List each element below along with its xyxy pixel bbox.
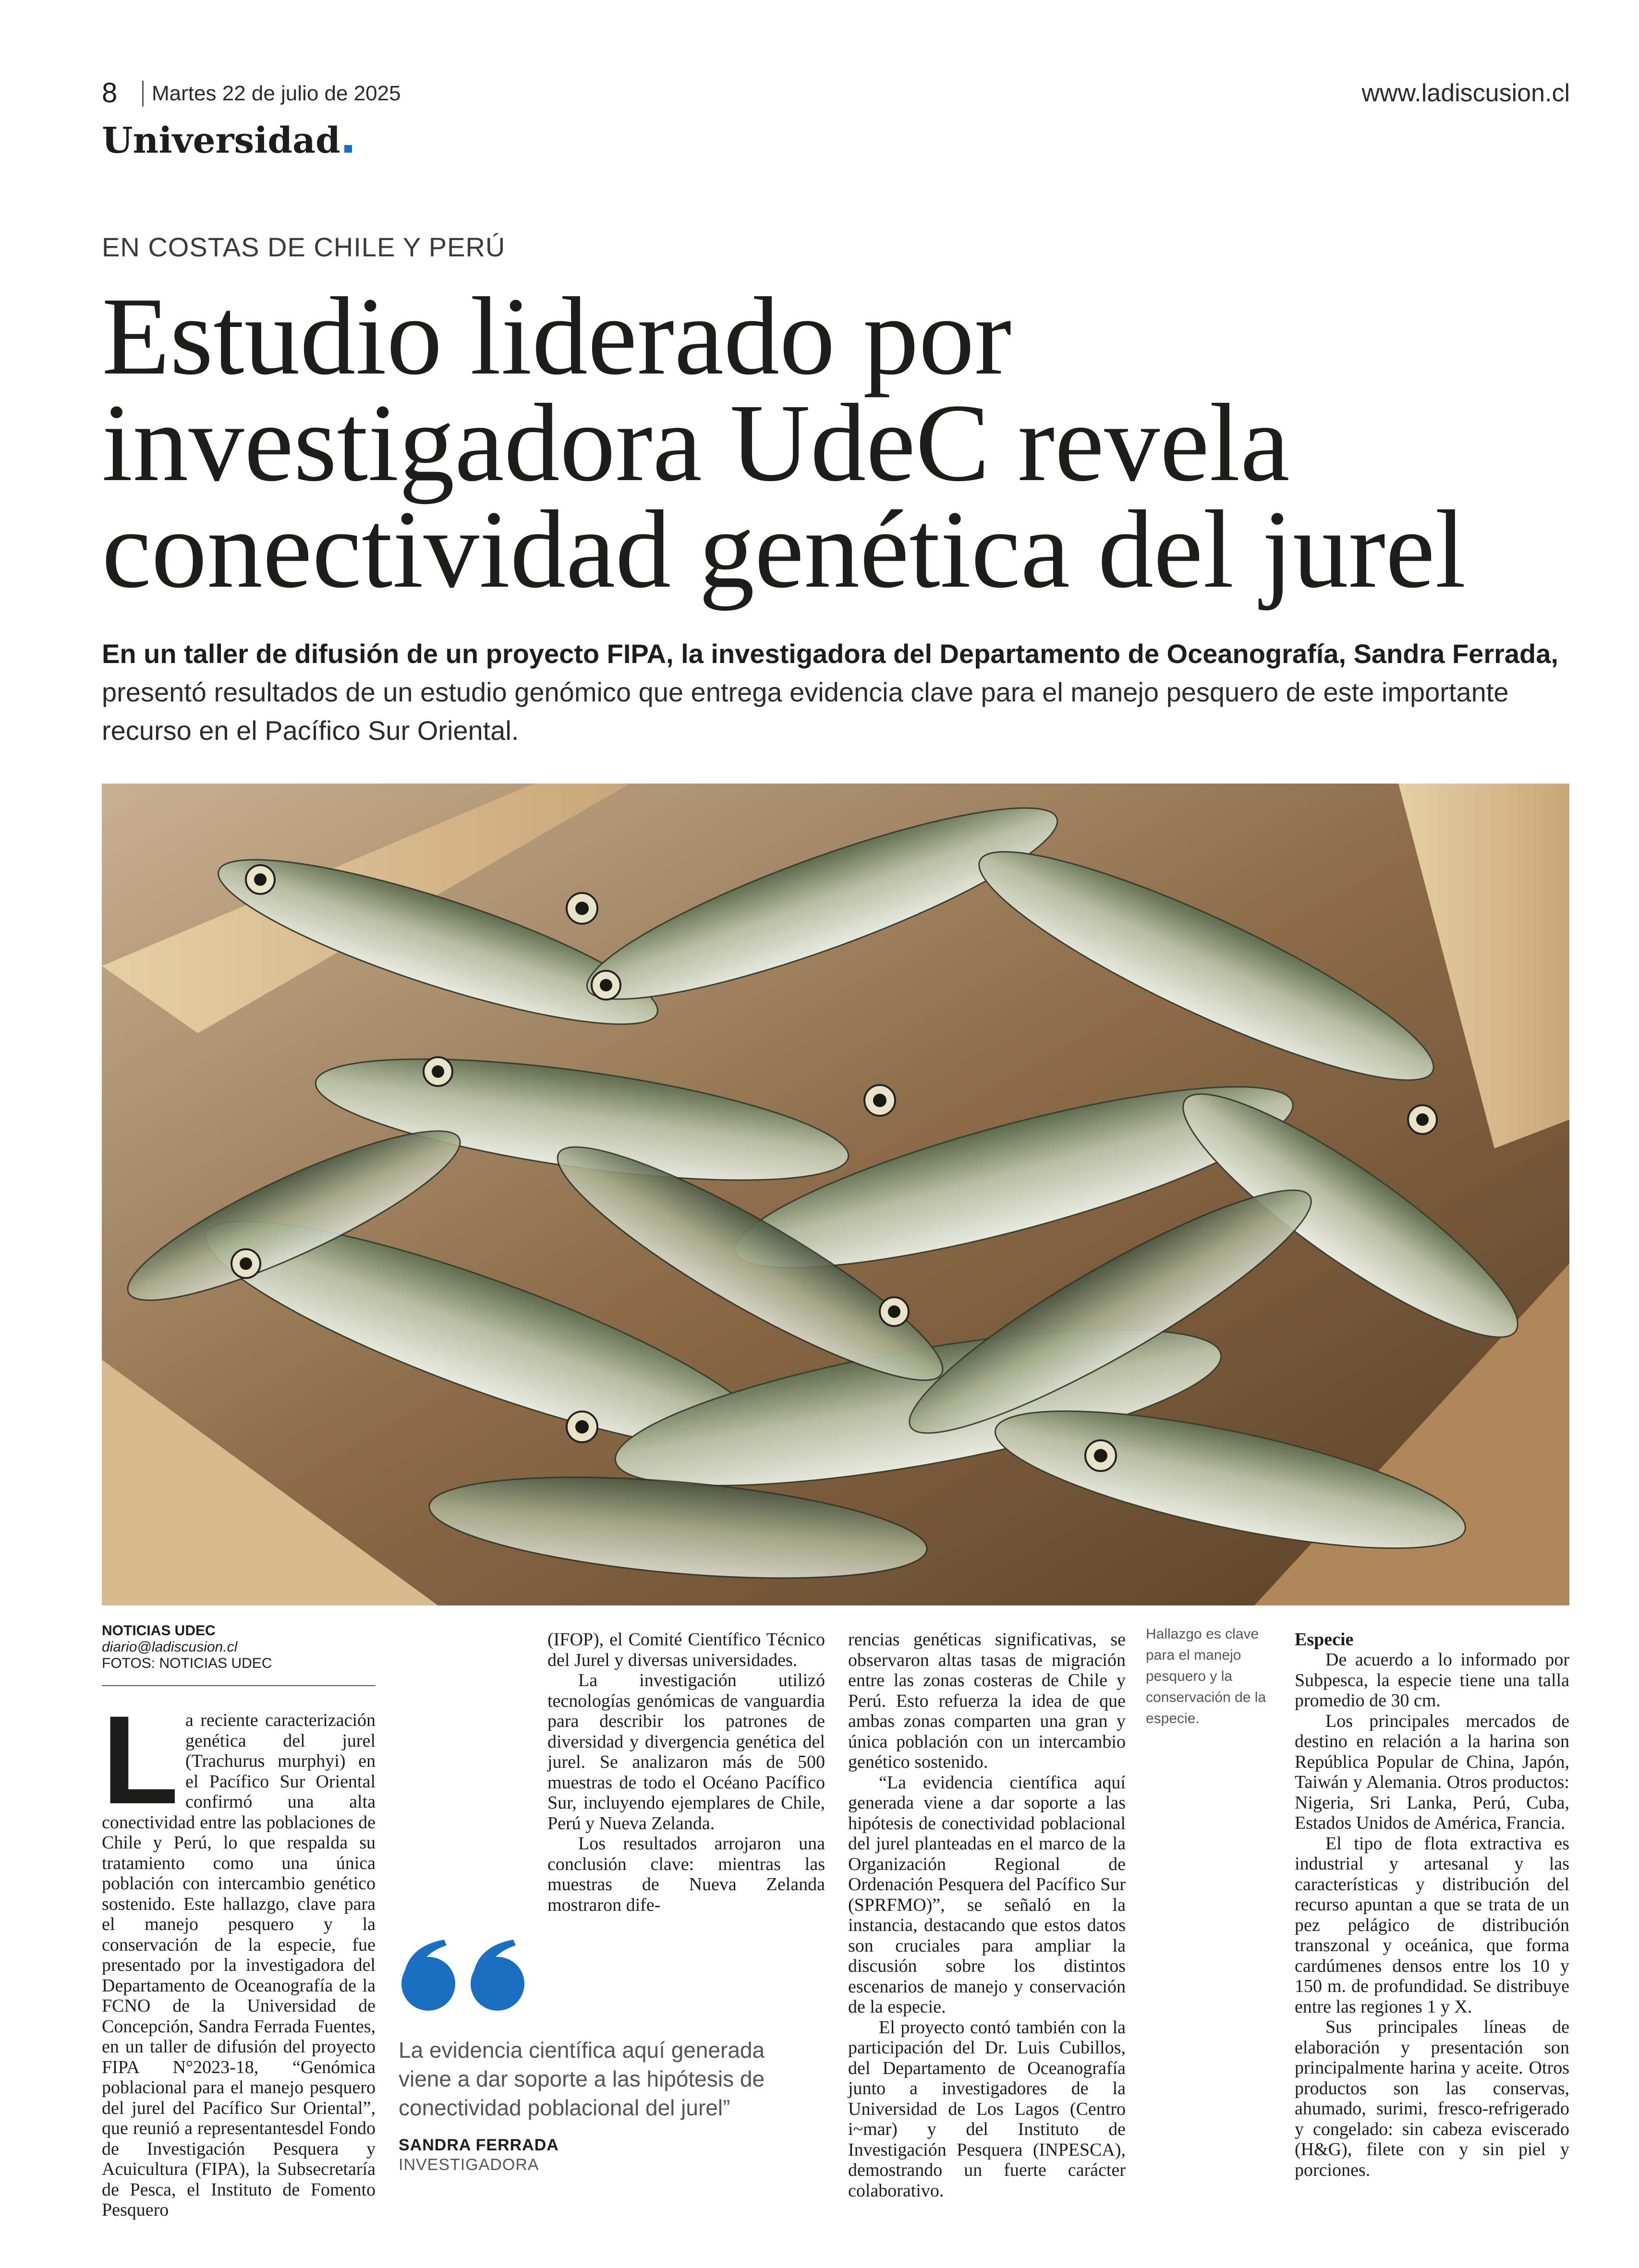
section-name: Universidad	[102, 120, 340, 161]
lead-bold: En un taller de difusión de un proyecto FIPA, la investigadora del Departamento de Oceanografía, Sandra Ferrada,	[102, 639, 1558, 669]
pull-quote-text: La evidencia científica aquí generada viene a dar soporte a las hipótesis de conectividad poblacional del jurel”	[399, 2038, 765, 2120]
paragraph: (IFOP), el Comité Científico Técnico del Jurel y diversas universidades.	[547, 1629, 825, 1670]
page-number: 8	[102, 77, 118, 109]
paragraph: Sus principales líneas de elaboración y presentación son principalmente harina y aceite. Otros productos son las conservas, ahumado, surimi, fresco-refrigerado y congelado: sin cabeza eviscerado (H&G), filete con y sin piel y porciones.	[1295, 2017, 1569, 2180]
article-lead	[102, 635, 1571, 750]
drop-cap: L	[102, 1689, 179, 1830]
paragraph: Los resultados arrojaron una conclusión clave: mientras las muestras de Nueva Zelanda mostraron dife-	[547, 1834, 825, 1915]
pull-quote-author: SANDRA FERRADA	[399, 2136, 559, 2154]
lead-text: presentó resultados de un estudio genómico que entrega evidencia clave para el manejo pesquero de este importante recurso en el Pacífico Sur Oriental.	[102, 677, 1509, 746]
sidebar-heading: Especie	[1295, 1629, 1354, 1650]
paragraph: a reciente caracterización genética del jurel (Trachurus murphyi) en el Pacífico Sur Oriental confirmó una alta conectividad entre las poblaciones de Chile y Perú, lo que respalda su tratamiento como una única población con intercambio genético sostenido. Este hallazgo, clave para el manejo pesquero y la conservación de la especie, fue presentado por la investigadora del Departamento de Oceanografía de la FCNO de la Universidad de Concepción, Sandra Ferrada Fuentes, en un taller de difusión del proyecto FIPA N°2023-18, “Genómica poblacional para el manejo pesquero del jurel del Pacífico Sur Oriental”, que reunió a representantesdel Fondo de Investigación Pesquera y Acuicultura (FIPA), la Subsecretaría de Pesca, el Instituto de Fomento Pesquero	[102, 1710, 376, 2220]
section-label	[102, 120, 352, 161]
body-column-3	[848, 1629, 1126, 2201]
credit-email[interactable]: diario@ladiscusion.cl	[102, 1639, 238, 1655]
fish-crate-illustration	[102, 784, 1569, 1605]
pull-quote-role: INVESTIGADORA	[399, 2156, 539, 2174]
paragraph: De acuerdo a lo informado por Subpesca, la especie tiene una talla promedio de 30 cm.	[1295, 1650, 1569, 1711]
credit-photos: FOTOS: NOTICIAS UDEC	[102, 1655, 272, 1671]
paragraph: La investigación utilizó tecnologías genómicas de vanguardia para describir los patrones de diversidad y divergencia genética del jurel. Se analizaron más de 500 muestras de todo el Océano Pacífico Sur, incluyendo ejemplares de Chile, Perú y Nueva Zelanda.	[547, 1670, 825, 1834]
section-dot	[344, 145, 352, 153]
credit-divider	[102, 1685, 376, 1686]
paragraph: “La evidencia científica aquí generada viene a dar soporte a las hipótesis de conectividad poblacional del jurel planteadas en el marco de la Organización Regional de Ordenación Pesquera del Pacífico Sur (SPRFMO)”, se señaló en la instancia, destacando que estos datos son cruciales para ampliar la discusión sobre los distintos escenarios de manejo y conservación de la especie.	[848, 1772, 1126, 2017]
title-line-2: investigadora UdeC revela	[102, 381, 1290, 505]
sidebar-especie	[1295, 1629, 1569, 2180]
paragraph: El tipo de flota extractiva es industrial y artesanal y las características y distribución del recurso apuntan a que se trata de un pez pelágico de distribución transzonal y oceánica, que forma cardúmenes densos entre los 10 y 150 m. de profundidad. Se distribuye entre las regiones 1 y X.	[1295, 1833, 1569, 2017]
paragraph: rencias genéticas significativas, se observaron altas tasas de migración entre las zonas costeras de Chile y Perú. Esto refuerza la idea de que ambas zonas comparten una gran y única población con un intercambio genético sostenido.	[848, 1629, 1126, 1772]
paragraph: Los principales mercados de destino en relación a la harina son República Popular de China, Japón, Taiwán y Alemania. Otros productos: Nigeria, Sri Lanka, Perú, Cuba, Estados Unidos de América, Francia.	[1295, 1711, 1569, 1833]
article-kicker: EN COSTAS DE CHILE Y PERÚ	[102, 232, 506, 262]
title-line-1: Estudio liderado por	[102, 275, 1012, 398]
website-link[interactable]: www.ladiscusion.cl	[1361, 79, 1570, 107]
paragraph: El proyecto contó también con la participación del Dr. Luis Cubillos, del Departamento de Oceanografía junto a investigadores de la Universidad de Los Lagos (Centro i~mar) y del Instituto de Investigación Pesquera (INPESCA), demostrando un fuerte carácter colaborativo.	[848, 2017, 1126, 2201]
body-column-1	[102, 1689, 376, 2220]
quote-icon	[399, 1940, 533, 2012]
article-title	[102, 275, 1566, 611]
issue-date: Martes 22 de julio de 2025	[152, 82, 401, 105]
photo-caption: Hallazgo es clave para el manejo pesquero y la conservación de la especie.	[1146, 1626, 1266, 1726]
credit-source: NOTICIAS UDEC	[102, 1623, 216, 1639]
article-credit	[102, 1623, 376, 1672]
header-separator	[142, 81, 144, 107]
title-line-3: conectividad genética del jurel	[102, 488, 1466, 611]
article-photo	[102, 784, 1569, 1605]
body-column-2	[547, 1629, 825, 1915]
